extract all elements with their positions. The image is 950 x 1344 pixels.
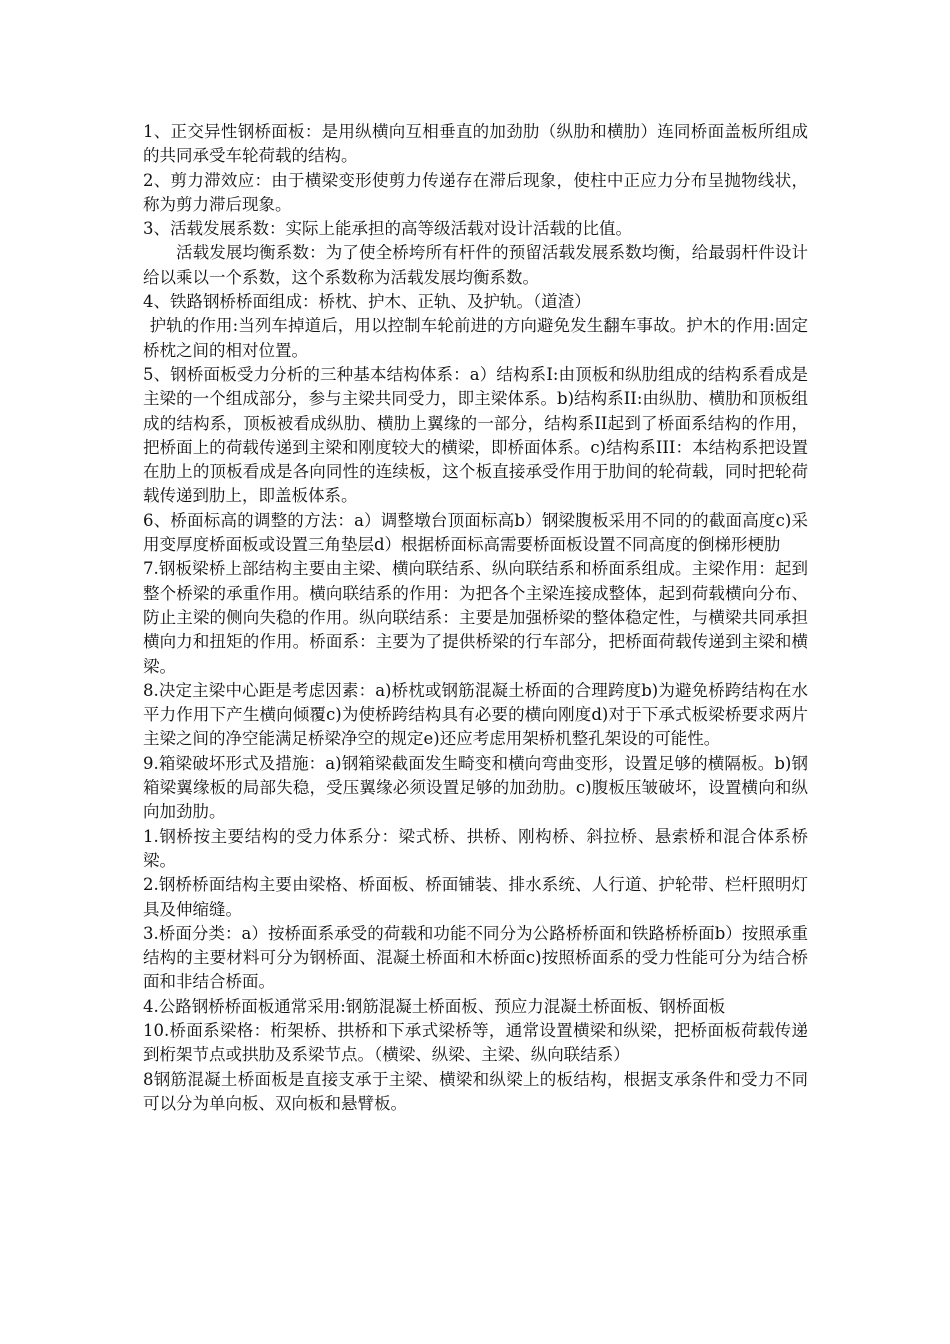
paragraph-girder-spacing-factors: 8.决定主梁中心距是考虑因素：a)桥枕或钢筋混凝土桥面的合理跨度b)为避免桥跨结构在水平力作用下产生横向倾覆c)为使桥跨结构具有必要的横向刚度d)对于下承式板梁桥要求两片主梁之间的净空能满足桥梁净空的规定e)还应考虑用架桥机整孔架设的可能性。 xyxy=(143,680,808,749)
document-page xyxy=(143,120,808,1116)
paragraph-box-girder-failure: 9.箱梁破坏形式及措施：a)钢箱梁截面发生畸变和横向弯曲变形，设置足够的横隔板。b)钢箱梁翼缘板的局部失稳，受压翼缘必须设置足够的加劲肋。c)腹板压皱破坏，设置横向和纵向加劲肋。 xyxy=(143,753,808,822)
paragraph-rc-deck-plate: 8钢筋混凝土桥面板是直接支承于主梁、横梁和纵梁上的板结构，根据支承条件和受力不同可以分为单向板、双向板和悬臂板。 xyxy=(143,1069,808,1113)
paragraph-railway-deck-composition: 4、铁路钢桥桥面组成：桥枕、护木、正轨、及护轨。（道渣） xyxy=(143,292,591,312)
paragraph-guard-rail-function: 护轨的作用:当列车掉道后，用以控制车轮前进的方向避免发生翻车事故。护木的作用:固定桥枕之间的相对位置。 xyxy=(143,316,808,360)
paragraph-three-structural-systems: 5、钢桥面板受力分析的三种基本结构体系：a）结构系I:由顶板和纵肋组成的结构系看成是主梁的一个组成部分，参与主梁共同受力，即主梁体系。b)结构系II:由纵肋、横肋和顶板组成的结构系，顶板被看成纵肋、横肋上翼缘的一部分，结构系II起到了桥面系结构的作用，把桥面上的荷载传递到主梁和刚度较大的横梁，即桥面体系。c)结构系III：本结构系把设置在肋上的顶板看成是各向同性的连续板，这个板直接承受作用于肋间的轮荷载，同时把轮荷载传递到肋上，即盖板体系。 xyxy=(143,364,808,506)
paragraph-deck-beam-grid: 10.桥面系梁格：桁架桥、拱桥和下承式梁桥等，通常设置横梁和纵梁，把桥面板荷载传递到桁架节点或拱肋及系梁节点。（横梁、纵梁、主梁、纵向联结系） xyxy=(143,1020,808,1065)
paragraph-plate-girder-superstructure: 7.钢板梁桥上部结构主要由主梁、横向联结系、纵向联结系和桥面系组成。主梁作用：起到整个桥梁的承重作用。横向联结系的作用：为把各个主梁连接成整体，起到荷载横向分布、防止主梁的侧向失稳的作用。纵向联结系：主要是加强桥梁的整体稳定性，与横梁共同承担横向力和扭矩的作用。桥面系：主要为了提供桥梁的行车部分，把桥面荷载传递到主梁和横梁。 xyxy=(143,559,808,676)
paragraph-shear-lag: 2、剪力滞效应：由于横梁变形使剪力传递存在滞后现象，使柱中正应力分布呈抛物线状，称为剪力滞后现象。 xyxy=(143,170,808,214)
paragraph-bridge-classification: 1.钢桥按主要结构的受力体系分：梁式桥、拱桥、刚构桥、斜拉桥、悬索桥和混合体系桥梁。 xyxy=(143,826,808,870)
paragraph-orthotropic-deck: 1、正交异性钢桥面板：是用纵横向互相垂直的加劲肋（纵肋和横肋）连同桥面盖板所组成的共同承受车轮荷载的结构。 xyxy=(143,122,808,166)
paragraph-highway-deck-plate-types: 4.公路钢桥桥面板通常采用:钢筋混凝土桥面板、预应力混凝土桥面板、钢桥面板 xyxy=(143,996,726,1016)
paragraph-live-load-factor: 3、活载发展系数：实际上能承担的高等级活载对设计活载的比值。 xyxy=(143,219,632,239)
paragraph-deck-classification: 3.桥面分类：a）按桥面系承受的荷载和功能不同分为公路桥桥面和铁路桥桥面b）按照承重结构的主要材料可分为钢桥面、混凝土桥面和木桥面c)按照桥面系的受力性能可分为结合桥面和非结合桥面。 xyxy=(143,923,808,992)
paragraph-deck-elevation-adjustment: 6、桥面标高的调整的方法：a）调整墩台顶面标高b）钢梁腹板采用不同的的截面高度c)采用变厚度桥面板或设置三角垫层d）根据桥面标高需要桥面板设置不同高度的倒梯形梗肋 xyxy=(143,510,808,555)
paragraph-live-load-balance-factor: 活载发展均衡系数：为了使全桥垮所有杆件的预留活载发展系数均衡，给最弱杆件设计给以乘以一个系数，这个系数称为活载发展均衡系数。 xyxy=(143,243,808,287)
paragraph-deck-structure-components: 2.钢桥桥面结构主要由梁格、桥面板、桥面铺装、排水系统、人行道、护轮带、栏杆照明灯具及伸缩缝。 xyxy=(143,875,808,919)
